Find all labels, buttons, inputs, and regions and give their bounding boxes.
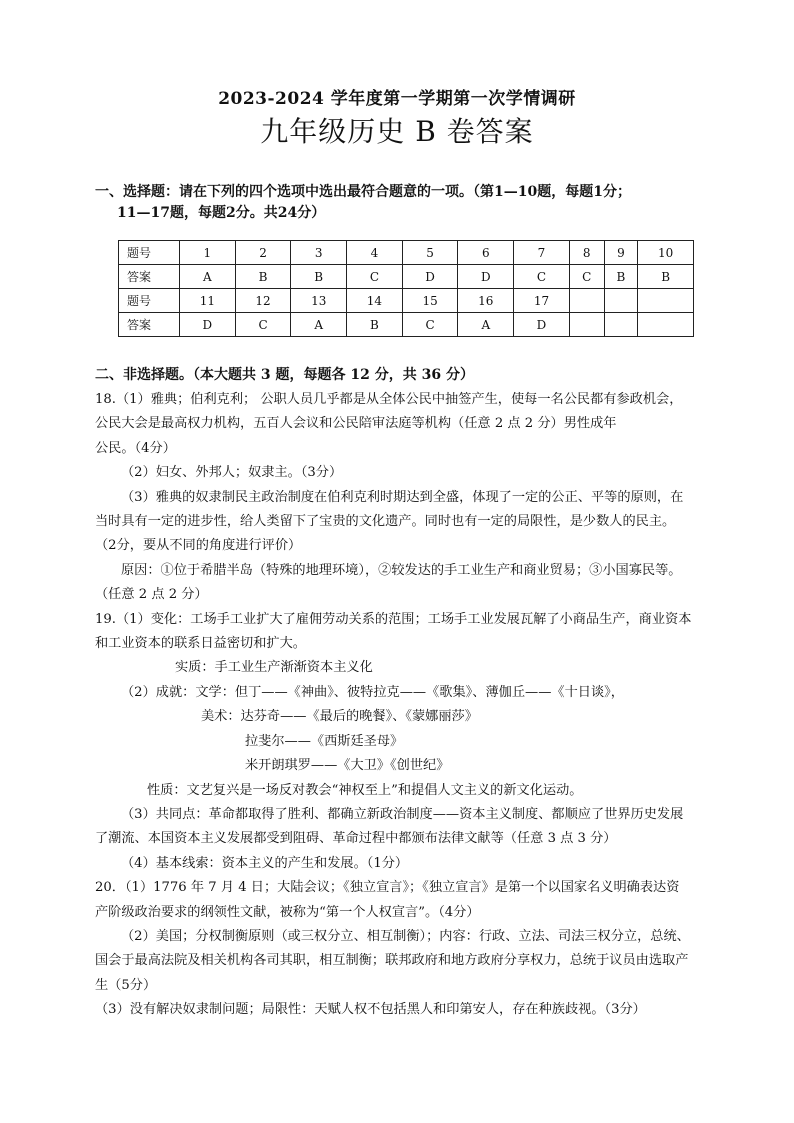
section-1-line-1: 一、选择题：请在下列的四个选项中选出最符合题意的一项。（第1—10题，每题1分； xyxy=(95,184,631,200)
table-cell: 9 xyxy=(604,241,638,265)
table-cell: A xyxy=(458,313,514,337)
table-row-numbers-2 xyxy=(119,289,694,313)
answer-line: 生（5分） xyxy=(95,977,157,993)
section-1-heading xyxy=(95,182,735,224)
answer-line: 公民。（4分） xyxy=(95,440,176,456)
answer-line: 性质：文艺复兴是一场反对教会“神权至上”和提倡人文主义的新文化运动。 xyxy=(147,782,583,798)
table-cell: 5 xyxy=(402,241,458,265)
row-label: 题号 xyxy=(119,289,180,313)
answer-line: 产阶级政治要求的纲领性文献，被称为“第一个人权宣言”。（4分） xyxy=(95,904,480,920)
table-cell: A xyxy=(180,265,236,289)
table-cell xyxy=(638,313,694,337)
table-cell: 1 xyxy=(180,241,236,265)
table-cell: 16 xyxy=(458,289,514,313)
table-row-answers-2 xyxy=(119,313,694,337)
answer-line: 了潮流、本国资本主义发展都受到阻碍、革命过程中都颁布法律文献等（任意 3 点 3 分） xyxy=(95,831,617,847)
row-label: 答案 xyxy=(119,265,180,289)
answer-line: 公民大会是最高权力机构，五百人会议和公民陪审法庭等机构（任意 2 点 2 分）男性成年 xyxy=(95,416,617,432)
table-cell: 4 xyxy=(347,241,403,265)
table-cell: 13 xyxy=(291,289,347,313)
answer-line: 19.（1）变化：工场手工业扩大了雇佣劳动关系的范围；工场手工业发展瓦解了小商品生产，商业资本 xyxy=(95,611,692,627)
table-cell xyxy=(604,289,638,313)
table-cell: 8 xyxy=(569,241,604,265)
document-subtitle: 2023-2024 学年度第一学期第一次学情调研 xyxy=(218,89,576,109)
table-cell: 11 xyxy=(180,289,236,313)
answer-line: 实质：手工业生产渐渐资本主义化 xyxy=(175,660,373,676)
table-cell: 12 xyxy=(235,289,291,313)
section-2-body xyxy=(95,388,725,1023)
table-cell: 6 xyxy=(458,241,514,265)
answer-line: 当时具有一定的进步性，给人类留下了宝贵的文化遗产。同时也有一定的局限性，是少数人的民主。 xyxy=(95,514,676,530)
answer-line: （3）共同点：革命都取得了胜利、都确立新政治制度——资本主义制度、都顺应了世界历史发展 xyxy=(121,806,684,822)
table-row-answers-1 xyxy=(119,265,694,289)
answer-line: 原因：①位于希腊半岛（特殊的地理环境），②较发达的手工业生产和商业贸易；③小国寡民等。 xyxy=(121,562,682,578)
table-cell: A xyxy=(291,313,347,337)
table-cell: 10 xyxy=(638,241,694,265)
table-cell: C xyxy=(514,265,570,289)
table-cell: B xyxy=(235,265,291,289)
table-cell xyxy=(604,313,638,337)
answer-line: 18.（1）雅典；伯利克利； 公职人员几乎都是从全体公民中抽签产生，使每一名公民都有参政机会， xyxy=(95,392,683,407)
table-cell: D xyxy=(514,313,570,337)
table-cell: 14 xyxy=(347,289,403,313)
table-cell xyxy=(569,289,604,313)
table-cell: C xyxy=(347,265,403,289)
answer-line: （2）妇女、外邦人；奴隶主。（3分） xyxy=(121,465,343,481)
table-cell: C xyxy=(235,313,291,337)
table-cell: 7 xyxy=(514,241,570,265)
answer-line: （4）基本线索：资本主义的产生和发展。（1分） xyxy=(121,855,409,871)
answer-line: （2分，要从不同的角度进行评价） xyxy=(95,538,302,554)
answer-line: （3）没有解决奴隶制问题；局限性：天赋人权不包括黑人和印第安人，存在种族歧视。（3分） xyxy=(95,1002,646,1018)
table-cell: B xyxy=(604,265,638,289)
table-cell: B xyxy=(291,265,347,289)
answer-line: （2）美国；分权制衡原则（或三权分立、相互制衡）；内容：行政、立法、司法三权分立，总统、 xyxy=(121,928,690,944)
answer-line: （任意 2 点 2 分） xyxy=(95,587,208,603)
answer-table xyxy=(118,240,694,337)
answer-line: 拉斐尔——《西斯廷圣母》 xyxy=(245,733,404,749)
answer-line: 美术：达芬奇——《最后的晚餐》、《蒙娜丽莎》 xyxy=(201,709,478,725)
table-cell: B xyxy=(638,265,694,289)
table-cell: 17 xyxy=(514,289,570,313)
table-cell: 15 xyxy=(402,289,458,313)
answer-line: （2）成就：文学：但丁——《神曲》、彼特拉克——《歌集》、薄伽丘——《十日谈》， xyxy=(121,684,624,700)
answer-line: （3）雅典的奴隶制民主政治制度在伯利克利时期达到全盛，体现了一定的公正、平等的原则，在 xyxy=(121,489,684,505)
table-cell: 3 xyxy=(291,241,347,265)
table-cell: B xyxy=(347,313,403,337)
table-cell: 2 xyxy=(235,241,291,265)
table-cell: D xyxy=(458,265,514,289)
table-cell: C xyxy=(402,313,458,337)
section-1-line-2: 11—17题，每题2分。共24分） xyxy=(117,205,326,221)
row-label: 题号 xyxy=(119,241,180,265)
table-cell: C xyxy=(569,265,604,289)
table-cell: D xyxy=(180,313,236,337)
table-row-numbers-1 xyxy=(119,241,694,265)
answer-line: 20．（1）1776 年 7 月 4 日；大陆会议；《独立宣言》；《独立宣言》是第一个以国家名义明确表达资 xyxy=(95,880,680,896)
answer-line: 和工业资本的联系日益密切和扩大。 xyxy=(95,636,306,652)
answer-line: 国会于最高法院及相关机构各司其职，相互制衡；联邦政府和地方政府分享权力，总统于议员由选取产 xyxy=(95,953,689,969)
table-cell xyxy=(569,313,604,337)
answer-line: 米开朗琪罗——《大卫》《创世纪》 xyxy=(245,758,450,774)
table-cell xyxy=(638,289,694,313)
table-cell: D xyxy=(402,265,458,289)
row-label: 答案 xyxy=(119,313,180,337)
section-2-heading: 二、非选择题。（本大题共 3 题，每题各 12 分，共 36 分） xyxy=(95,367,474,383)
document-title: 九年级历史 B 卷答案 xyxy=(260,115,534,148)
